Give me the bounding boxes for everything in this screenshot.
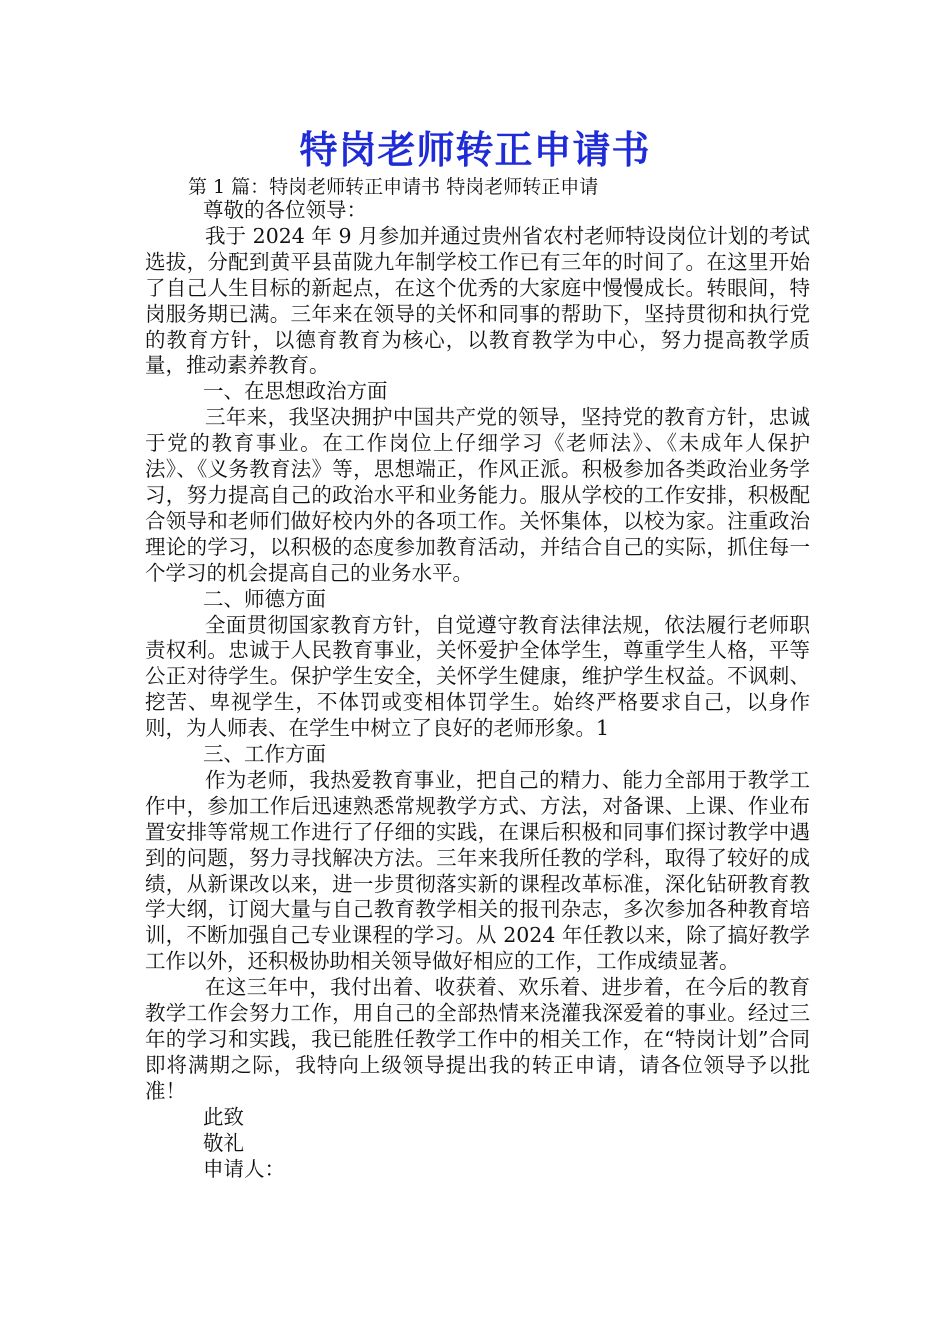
document-title: 特岗老师转正申请书 xyxy=(299,127,651,172)
document-subtitle: 第 1 篇：特岗老师转正申请书 特岗老师转正申请 xyxy=(188,176,599,198)
applicant-label: 申请人： xyxy=(203,1156,285,1181)
closing-paragraph: 在这三年中，我付出着、收获着、欢乐着、进步着，在今后的教育教学工作会努力工作，用自己的全部热情来浇灌我深爱着的事业。经过三年的学习和实践，我已能胜任教学工作中的相关工作，在“特岗计划”合同即将满期之际，我特向上级领导提出我的转正申请，请各位领导予以批准！ xyxy=(145,975,810,1103)
section-body-politics: 三年来，我坚决拥护中国共产党的领导，坚持党的教育方针，忠诚于党的教育事业。在工作岗位上仔细学习《老师法》、《未成年人保护法》、《义务教育法》等，思想端正，作风正派。积极参加各类政治业务学习，努力提高自己的政治水平和业务能力。服从学校的工作安排，积极配合领导和老师们做好校内外的各项工作。关怀集体，以校为家。注重政治理论的学习，以积极的态度参加教育活动，并结合自己的实际，抓住每一个学习的机会提高自己的业务水平。 xyxy=(145,405,810,585)
salutation: 尊敬的各位领导： xyxy=(203,198,367,222)
section-heading-work: 三、工作方面 xyxy=(203,742,326,767)
intro-paragraph: 我于 2024 年 9 月参加并通过贵州省农村老师特设岗位计划的考试选拔，分配到黄平县苗陇九年制学校工作已有三年的时间了。在这里开始了自己人生目标的新起点，在这个优秀的大家庭中慢慢成长。转眼间，特岗服务期已满。三年来在领导的关怀和同事的帮助下，坚持贯彻和执行党的教育方针，以德育教育为核心，以教育教学为中心，努力提高教学质量，推动素养教育。 xyxy=(145,223,810,378)
section-heading-ethics: 二、师德方面 xyxy=(203,586,326,611)
closing-line-cizhi: 此致 xyxy=(203,1104,244,1129)
section-heading-politics: 一、在思想政治方面 xyxy=(203,379,388,404)
closing-line-jingli: 敬礼 xyxy=(203,1130,244,1155)
document-body xyxy=(145,198,810,1182)
section-body-ethics: 全面贯彻国家教育方针，自觉遵守教育法律法规，依法履行老师职责权利。忠诚于人民教育事业，关怀爱护全体学生，尊重学生人格，平等公正对待学生。保护学生安全，关怀学生健康，维护学生权益。不讽刺、挖苦、卑视学生，不体罚或变相体罚学生。始终严格要求自己，以身作则，为人师表、在学生中树立了良好的老师形象。1 xyxy=(145,612,810,741)
section-body-work: 作为老师，我热爱教育事业，把自己的精力、能力全部用于教学工作中，参加工作后迅速熟悉常规教学方式、方法，对备课、上课、作业布置安排等常规工作进行了仔细的实践，在课后积极和同事们探讨教学中遇到的问题，努力寻找解决方法。三年来我所任教的学科，取得了较好的成绩，从新课改以来，进一步贯彻落实新的课程改革标准，深化钻研教育教学大纲，订阅大量与自己教育教学相关的报刊杂志，多次参加各种教育培训，不断加强自己专业课程的学习。从 2024 年任教以来，除了搞好教学工作以外，还积极协助相关领导做好相应的工作，工作成绩显著。 xyxy=(145,767,810,974)
